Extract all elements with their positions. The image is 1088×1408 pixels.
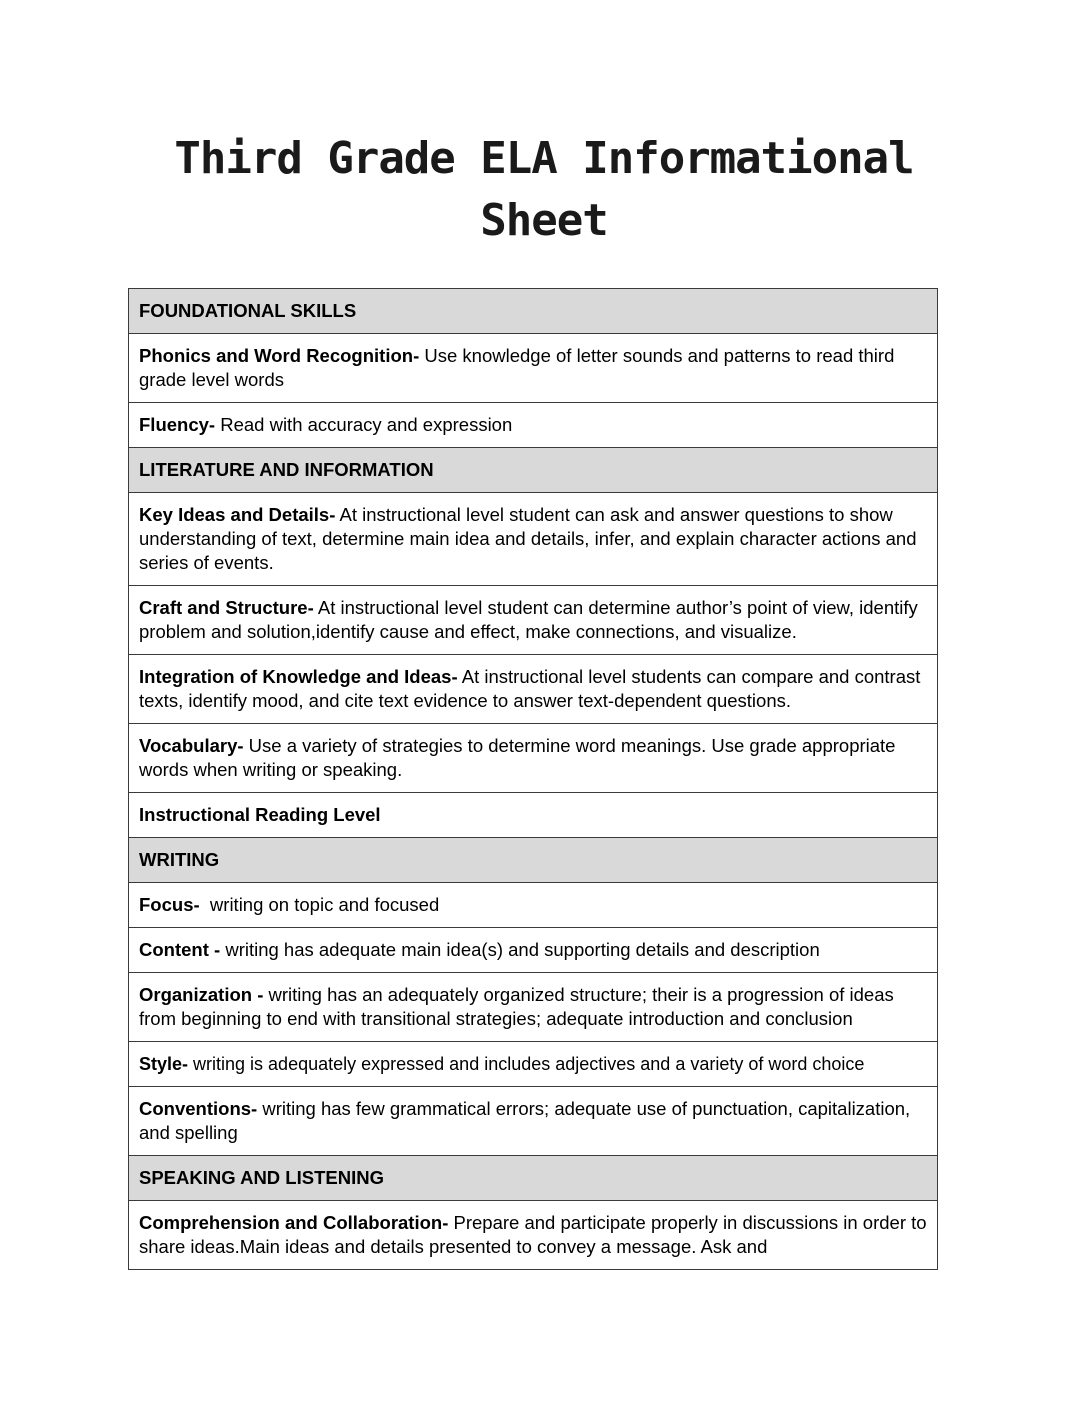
key-ideas-cell: [129, 493, 938, 586]
table-row: [129, 655, 938, 724]
conventions-cell: [129, 1087, 938, 1156]
fluency-label: Fluency-: [139, 414, 216, 435]
style-cell: [129, 1042, 938, 1087]
key-ideas-label: Key Ideas and Details-: [139, 504, 336, 525]
table-row: [129, 793, 938, 838]
conventions-label: Conventions-: [139, 1098, 258, 1119]
focus-cell: [129, 883, 938, 928]
table-row: [129, 586, 938, 655]
key-ideas-text: At instructional level student can ask and answer questions to show understanding of text, determine main idea and details, infer, and explain character actions and series of events.: [139, 504, 917, 573]
focus-label: Focus-: [139, 894, 200, 915]
table-row: [129, 1201, 938, 1270]
vocabulary-cell: [129, 724, 938, 793]
page-title-line-1: Third Grade ELA Informational: [174, 133, 914, 184]
style-text: writing is adequately expressed and includes adjectives and a variety of word choice: [188, 1054, 865, 1074]
section-header-row: [129, 448, 938, 493]
fluency-cell: [129, 403, 938, 448]
section-header-row: [129, 289, 938, 334]
table-row: [129, 928, 938, 973]
section-heading-writing: WRITING: [129, 838, 938, 883]
reading-level-label: Instructional Reading Level: [139, 804, 381, 825]
vocabulary-text: Use a variety of strategies to determine word meanings. Use grade appropriate words when writing or speaking.: [139, 735, 896, 780]
comprehension-text: Prepare and participate properly in discussions in order to share ideas.Main ideas and details presented to convey a message. Ask and: [139, 1212, 927, 1257]
organization-text: writing has an adequately organized structure; their is a progression of ideas from beginning to end with transitional strategies; adequate introduction and conclusion: [139, 984, 894, 1029]
table-row: [129, 493, 938, 586]
content-label: Content -: [139, 939, 221, 960]
content-cell: [129, 928, 938, 973]
comprehension-cell: [129, 1201, 938, 1270]
table-row: [129, 973, 938, 1042]
section-heading-speaking: SPEAKING AND LISTENING: [129, 1156, 938, 1201]
section-heading-literature: LITERATURE AND INFORMATION: [129, 448, 938, 493]
table-row: [129, 883, 938, 928]
content-text: writing has adequate main idea(s) and supporting details and description: [220, 939, 820, 960]
focus-text: writing on topic and focused: [199, 894, 440, 915]
section-header-row: [129, 1156, 938, 1201]
page-title: [0, 128, 1088, 252]
craft-text: At instructional level student can determine author’s point of view, identify problem and solution,identify cause and effect, make connections, and visualize.: [139, 597, 918, 642]
table-row: [129, 1087, 938, 1156]
vocabulary-label: Vocabulary-: [139, 735, 244, 756]
craft-label: Craft and Structure-: [139, 597, 314, 618]
phonics-label: Phonics and Word Recognition-: [139, 345, 420, 366]
style-label: Style-: [139, 1054, 189, 1074]
table-row: [129, 403, 938, 448]
fluency-text: Read with accuracy and expression: [215, 414, 513, 435]
table-row: [129, 1042, 938, 1087]
integration-label: Integration of Knowledge and Ideas-: [139, 666, 458, 687]
phonics-text: Use knowledge of letter sounds and patterns to read third grade level words: [139, 345, 895, 390]
table-row: [129, 724, 938, 793]
section-heading-foundational: FOUNDATIONAL SKILLS: [129, 289, 938, 334]
section-header-row: [129, 838, 938, 883]
integration-cell: [129, 655, 938, 724]
skills-table: [128, 288, 938, 1270]
comprehension-label: Comprehension and Collaboration-: [139, 1212, 449, 1233]
conventions-text: writing has few grammatical errors; adequate use of punctuation, capitalization, and spelling: [139, 1098, 911, 1143]
integration-text: At instructional level students can compare and contrast texts, identify mood, and cite text evidence to answer text-dependent questions.: [139, 666, 921, 711]
table-row: [129, 334, 938, 403]
organization-label: Organization -: [139, 984, 264, 1005]
reading-level-cell: [129, 793, 938, 838]
organization-cell: [129, 973, 938, 1042]
phonics-cell: [129, 334, 938, 403]
page-title-line-2: Sheet: [480, 195, 608, 246]
craft-cell: [129, 586, 938, 655]
